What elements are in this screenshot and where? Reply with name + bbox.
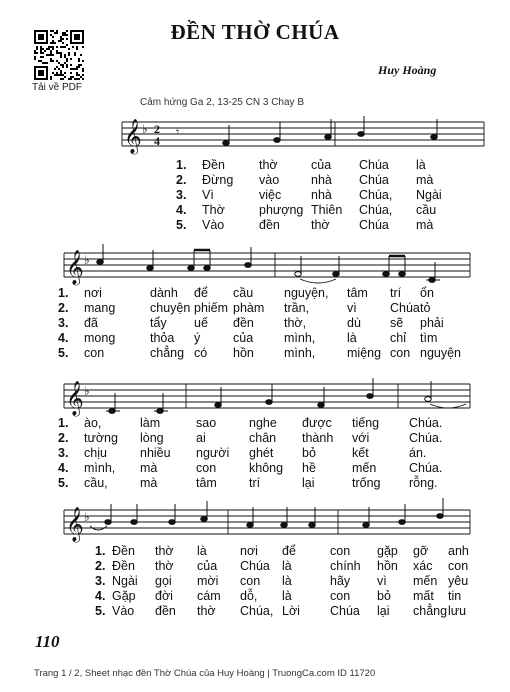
lyric-word: kết xyxy=(352,446,369,460)
lyric-word: gặp xyxy=(377,544,398,558)
lyric-word: nơi xyxy=(240,544,258,558)
lyric-word: Thiên xyxy=(311,203,343,217)
lyric-word: vì xyxy=(347,301,357,315)
lyric-word: con xyxy=(448,559,469,573)
svg-text:𝄞: 𝄞 xyxy=(66,250,84,285)
lyric-word: nơi xyxy=(84,286,102,300)
verse-line xyxy=(0,331,510,346)
lyric-word: tẩy xyxy=(150,316,167,330)
lyric-word: của xyxy=(197,559,218,573)
verse-number: 4. xyxy=(95,589,106,603)
lyric-word: án. xyxy=(409,446,427,460)
lyric-word: đền xyxy=(259,218,280,232)
lyric-word: thờ xyxy=(197,604,216,618)
verse-number: 2. xyxy=(58,431,69,445)
lyric-word: Chúa. xyxy=(409,461,443,475)
lyric-word: lại xyxy=(302,476,315,490)
lyric-word: gỡ xyxy=(413,544,429,558)
lyric-word: được xyxy=(302,416,332,430)
verse-line xyxy=(0,346,510,361)
lyric-word: cầu, xyxy=(84,476,108,490)
verse-line xyxy=(0,446,510,461)
lyric-word: của xyxy=(311,158,332,172)
time-sig-top: 2 xyxy=(154,122,160,136)
verse-line xyxy=(0,461,510,476)
verse-line xyxy=(0,544,510,559)
lyric-word: mà xyxy=(140,476,158,490)
lyric-word: người xyxy=(196,446,230,460)
lyric-word: là xyxy=(282,559,292,573)
verse-number: 5. xyxy=(176,218,187,232)
verse-line xyxy=(0,316,510,331)
lyric-word: mà xyxy=(416,173,434,187)
lyric-word: Chúa xyxy=(359,218,389,232)
lyric-word: Thờ xyxy=(202,203,225,217)
lyric-word: Chúa xyxy=(359,173,389,187)
lyric-word: là xyxy=(282,574,292,588)
lyric-word: tỏ xyxy=(420,301,431,315)
lyric-word: thờ, xyxy=(284,316,307,330)
lyric-word: trí xyxy=(249,476,261,490)
lyric-word: con xyxy=(330,544,351,558)
lyric-word: nguyện xyxy=(420,346,462,360)
lyric-word: hồn xyxy=(377,559,398,573)
lyric-word: dù xyxy=(347,316,361,330)
lyric-word: Chúa, xyxy=(240,604,274,618)
lyric-word: dỗ, xyxy=(240,589,258,603)
lyric-word: việc xyxy=(259,188,282,202)
lyric-word: nguyện, xyxy=(284,286,329,300)
lyric-word: mà xyxy=(416,218,434,232)
lyric-word: lại xyxy=(377,604,390,618)
verse-number: 5. xyxy=(95,604,106,618)
lyric-word: ổn xyxy=(420,286,434,300)
qr-caption[interactable]: Tải về PDF xyxy=(32,82,83,93)
lyric-word: cầu xyxy=(233,286,254,300)
lyric-word: trống xyxy=(352,476,381,490)
lyric-word: mang xyxy=(84,301,116,315)
lyric-word: nhà xyxy=(311,173,332,187)
inspiration-note: Cảm hứng Ga 2, 13-25 CN 3 Chay B xyxy=(140,97,304,108)
lyric-word: cầu xyxy=(416,203,437,217)
lyric-word: hề xyxy=(302,461,316,475)
verse-number: 2. xyxy=(176,173,187,187)
lyric-word: mời xyxy=(197,574,219,588)
lyric-word: bỏ xyxy=(377,589,391,603)
lyric-word: là xyxy=(197,544,207,558)
verse-line xyxy=(0,218,510,233)
lyric-word: yêu xyxy=(448,574,469,588)
lyric-word: ào, xyxy=(84,416,102,430)
lyric-word: có xyxy=(194,346,208,360)
lyric-word: sao xyxy=(196,416,217,430)
lyric-word: đền xyxy=(155,604,176,618)
lyric-word: mến xyxy=(413,574,438,588)
lyric-word: ý xyxy=(194,331,201,345)
song-title: ĐỀN THỜ CHÚA xyxy=(170,20,340,44)
lyric-word: mà xyxy=(140,461,158,475)
lyric-word: rỗng. xyxy=(409,476,438,490)
lyric-word: chỉ xyxy=(390,331,406,345)
svg-text:𝄞: 𝄞 xyxy=(66,507,84,542)
lyric-word: tâm xyxy=(347,286,368,300)
verse-number: 1. xyxy=(58,416,69,430)
lyric-word: không xyxy=(249,461,284,475)
lyric-word: chân xyxy=(249,431,277,445)
lyric-word: lưu xyxy=(448,604,467,618)
verse-line xyxy=(0,158,510,173)
lyric-word: là xyxy=(347,331,357,345)
verse-number: 3. xyxy=(176,188,187,202)
lyric-word: hãy xyxy=(330,574,351,588)
lyric-word: anh xyxy=(448,544,469,558)
lyric-word: sẽ xyxy=(390,316,404,330)
lyric-word: chẳng xyxy=(150,346,185,360)
lyric-word: tiếng xyxy=(352,416,380,430)
lyric-word: con xyxy=(330,589,351,603)
lyric-word: xác xyxy=(413,559,433,573)
lyric-word: Chúa xyxy=(390,301,420,315)
lyric-word: đền xyxy=(233,316,254,330)
lyric-word: Đền xyxy=(112,559,135,573)
lyric-word: nhiều xyxy=(140,446,171,460)
lyric-word: thờ xyxy=(311,218,330,232)
page-footer: Trang 1 / 2, Sheet nhạc đền Thờ Chúa của Huy Hoàng | TruongCa.com ID 11720 xyxy=(34,668,376,679)
lyric-word: mình, xyxy=(284,331,316,345)
lyric-word: Ngài xyxy=(112,574,138,588)
lyric-word: thờ xyxy=(259,158,278,172)
lyric-word: là xyxy=(416,158,426,172)
lyric-word: mất xyxy=(413,589,434,603)
lyric-word: với xyxy=(352,431,370,445)
lyric-word: Vì xyxy=(202,188,214,202)
lyric-word: thờ xyxy=(155,559,174,573)
lyric-word: thờ xyxy=(155,544,174,558)
lyric-word: của xyxy=(233,331,254,345)
lyric-word: Vào xyxy=(202,218,225,232)
lyric-word: uế xyxy=(194,316,208,330)
lyric-word: tin xyxy=(448,589,462,603)
lyric-word: Chúa. xyxy=(409,416,443,430)
lyric-word: thỏa xyxy=(150,331,175,345)
verse-line xyxy=(0,301,510,316)
verse-line xyxy=(0,604,510,619)
lyric-word: đã xyxy=(84,316,98,330)
lyric-word: nghe xyxy=(249,416,277,430)
verse-line xyxy=(0,286,510,301)
lyric-word: nhà xyxy=(311,188,332,202)
verse-line xyxy=(0,203,510,218)
verse-line xyxy=(0,416,510,431)
verse-line xyxy=(0,574,510,589)
verse-number: 3. xyxy=(58,316,69,330)
verse-number: 1. xyxy=(95,544,106,558)
lyric-word: phải xyxy=(420,316,444,330)
verse-line xyxy=(0,188,510,203)
verse-number: 2. xyxy=(58,301,69,315)
verse-number: 5. xyxy=(58,346,69,360)
lyric-word: chuyện xyxy=(150,301,191,315)
lyric-word: tâm xyxy=(196,476,217,490)
lyric-word: Đền xyxy=(202,158,225,172)
lyric-word: con xyxy=(196,461,217,475)
verse-number: 4. xyxy=(58,461,69,475)
lyric-word: hồn xyxy=(233,346,254,360)
lyric-word: tìm xyxy=(420,331,438,345)
lyric-word: chịu xyxy=(84,446,107,460)
lyric-word: mong xyxy=(84,331,116,345)
lyric-word: Gặp xyxy=(112,589,136,603)
lyric-word: trí xyxy=(390,286,402,300)
lyric-word: thành xyxy=(302,431,334,445)
verse-number: 4. xyxy=(58,331,69,345)
verse-number: 2. xyxy=(95,559,106,573)
lyric-word: Lời xyxy=(282,604,300,618)
svg-text:♭: ♭ xyxy=(84,384,90,398)
lyric-word: Đền xyxy=(112,544,135,558)
lyric-word: chẳng xyxy=(413,604,448,618)
lyric-word: phiếm xyxy=(194,301,229,315)
lyric-word: dành xyxy=(150,286,178,300)
verse-line xyxy=(0,476,510,491)
lyric-word: con xyxy=(390,346,411,360)
lyric-word: tường xyxy=(84,431,118,445)
flat-icon: ♭ xyxy=(142,122,148,136)
lyric-word: đời xyxy=(155,589,173,603)
time-sig-bottom: 4 xyxy=(154,134,160,148)
verse-number: 3. xyxy=(58,446,69,460)
lyric-word: làm xyxy=(140,416,161,430)
lyric-word: mến xyxy=(352,461,377,475)
lyric-word: trần, xyxy=(284,301,310,315)
lyric-word: Vào xyxy=(112,604,135,618)
svg-text:♭: ♭ xyxy=(84,510,90,524)
verse-number: 4. xyxy=(176,203,187,217)
composer-name: Huy Hoàng xyxy=(378,63,437,77)
lyric-word: lòng xyxy=(140,431,164,445)
lyric-word: ai xyxy=(196,431,206,445)
lyric-word: Chúa, xyxy=(359,203,393,217)
verse-line xyxy=(0,559,510,574)
lyric-word: mình, xyxy=(284,346,316,360)
lyric-word: chính xyxy=(330,559,361,573)
page-number: 110 xyxy=(35,632,60,651)
verse-number: 1. xyxy=(176,158,187,172)
lyric-word: phượng xyxy=(259,203,304,217)
svg-text:♭: ♭ xyxy=(84,253,90,267)
verse-line xyxy=(0,589,510,604)
lyric-word: ghét xyxy=(249,446,274,460)
lyric-word: Chúa. xyxy=(409,431,443,445)
lyric-word: con xyxy=(84,346,105,360)
verse-number: 3. xyxy=(95,574,106,588)
lyric-word: bỏ xyxy=(302,446,316,460)
lyric-word: cám xyxy=(197,589,221,603)
lyric-word: miệng xyxy=(347,346,382,360)
verse-number: 1. xyxy=(58,286,69,300)
lyric-word: Chúa xyxy=(240,559,270,573)
svg-text:𝄾: 𝄾 xyxy=(176,125,180,139)
lyric-word: Chúa xyxy=(359,158,389,172)
svg-text:𝄞: 𝄞 xyxy=(66,381,84,416)
lyric-word: Đừng xyxy=(202,173,234,187)
lyric-word: con xyxy=(240,574,261,588)
verse-line xyxy=(0,173,510,188)
lyric-word: vì xyxy=(377,574,387,588)
lyric-word: Chúa, xyxy=(359,188,393,202)
verse-line xyxy=(0,431,510,446)
lyric-word: Ngài xyxy=(416,188,442,202)
lyric-word: để xyxy=(282,544,296,558)
lyric-word: để xyxy=(194,286,208,300)
lyric-word: gọi xyxy=(155,574,172,588)
lyric-word: là xyxy=(282,589,292,603)
lyric-word: mình, xyxy=(84,461,116,475)
verse-number: 5. xyxy=(58,476,69,490)
lyric-word: phàm xyxy=(233,301,265,315)
lyric-word: Chúa xyxy=(330,604,360,618)
lyric-word: vào xyxy=(259,173,280,187)
treble-clef-icon: 𝄞 xyxy=(124,119,142,154)
